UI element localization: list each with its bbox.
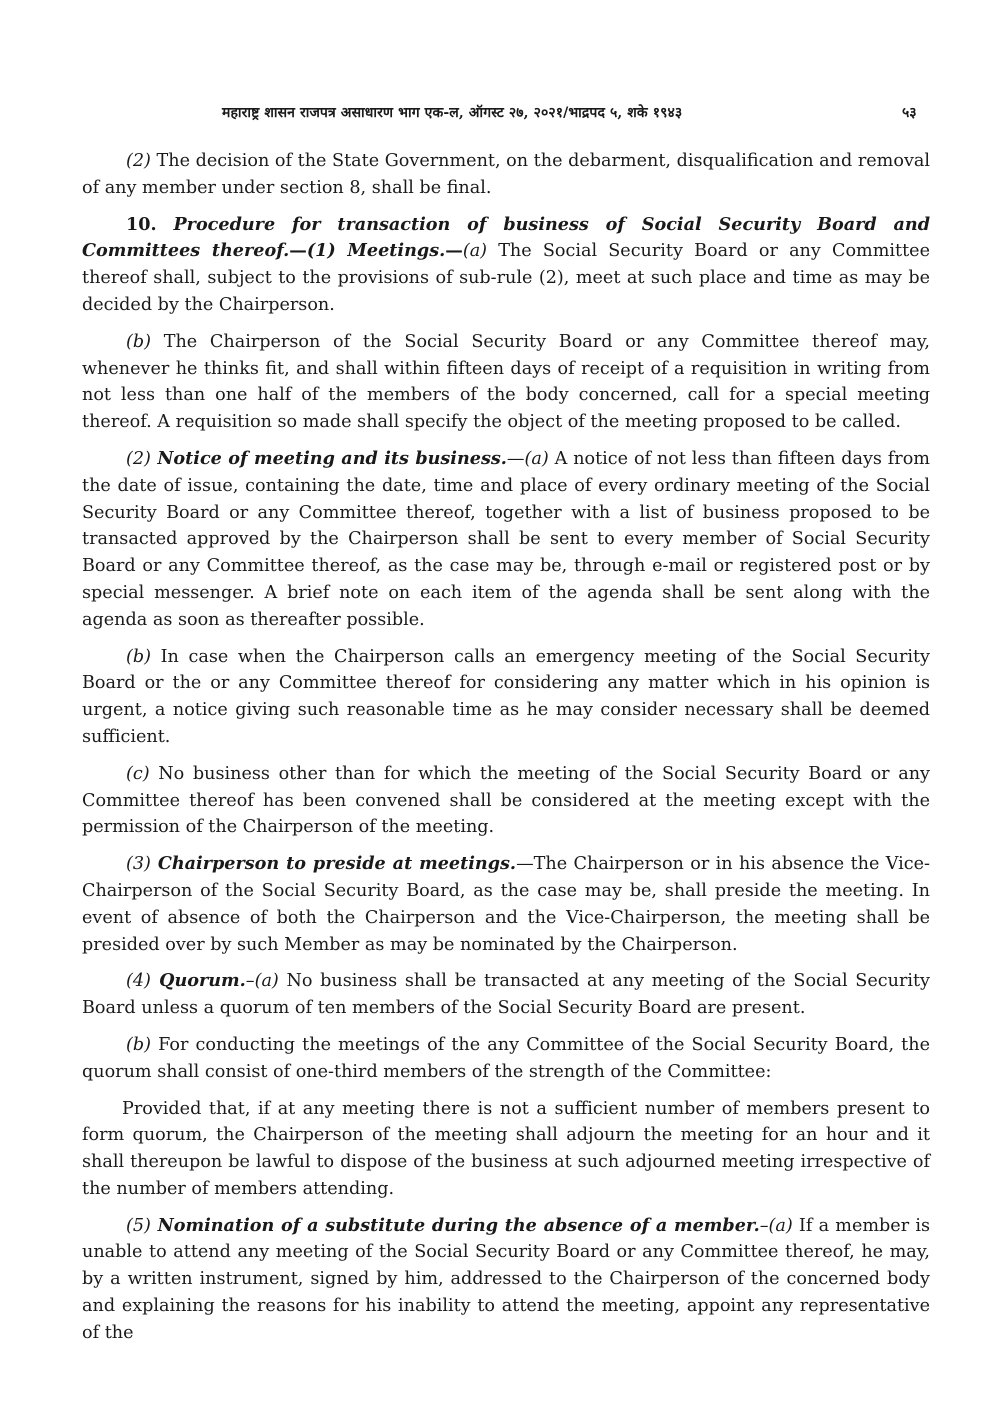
sub-rule-dash: –	[245, 971, 255, 992]
paragraph-text: No business shall be transacted at any meeting of the Social Security Board unless a quorum of ten members of the Social Security Board are present.	[82, 971, 930, 1019]
clause-label: (a)	[254, 971, 279, 992]
rule-number: 10.	[126, 213, 157, 235]
paragraph-decision	[82, 148, 930, 202]
paragraph-notice-c	[82, 761, 930, 841]
paragraph-text: The decision of the State Government, on the debarment, disqualification and removal of any member under section 8, shall be final.	[82, 151, 930, 198]
sub-rule-number: (5)	[126, 1215, 151, 1236]
sub-rule-number: (3)	[126, 854, 151, 875]
clause-label: (c)	[126, 763, 150, 784]
sub-rule-label: Notice of meeting and its business.	[150, 447, 507, 469]
clause-label: (a)	[524, 448, 549, 469]
paragraph-proviso: Provided that, if at any meeting there is not a sufficient number of members present to form quorum, the Chairperson of the meeting shall adjourn the meeting for an hour and it shall thereupon be lawful to dispose of the business at such adjourned meeting irrespective of the number of members attending.	[82, 1098, 930, 1199]
paragraph-text: For conducting the meetings of the any Committee of the Social Security Board, the quorum shall consist of one-third members of the strength of the Committee:	[82, 1034, 930, 1082]
paragraph-nomination-a	[82, 1213, 930, 1347]
sub-rule-1-dash: —	[445, 240, 463, 262]
sub-rule-dash: —	[506, 448, 525, 469]
sub-rule-label: Nomination of a substitute during the absence of a member.	[150, 1214, 760, 1236]
paragraph-text: If a member is unable to attend any meeting of the Social Security Board or any Committee thereof, he may, by a written instrument, signed by him, addressed to the Chairperson of the concerned body and explaining the reasons for his inability to attend the meeting, appoint any representative of the	[82, 1215, 930, 1343]
paragraph-notice-b	[82, 644, 930, 751]
sub-rule-number: (4)	[126, 971, 151, 992]
paragraph-quorum-a	[82, 968, 930, 1022]
paragraph-meetings-b	[82, 329, 930, 436]
page-number: ५३	[902, 105, 917, 121]
rule-title: Procedure for transaction of business of Social Security Board and Committees thereof.	[82, 213, 930, 262]
clause-label: (b)	[126, 1034, 151, 1055]
rule-title-dash: —	[289, 240, 307, 262]
gazette-header-title: महाराष्ट्र शासन राजपत्र असाधारण भाग एक-ल, ऑगस्ट २७, २०२१/भाद्रपद ५, शके १९४३	[222, 105, 683, 121]
sub-rule-label: Chairperson to preside at meetings.	[150, 853, 517, 875]
page-header	[0, 103, 1000, 127]
paragraph-chairperson	[82, 851, 930, 958]
sub-rule-1-label: (1) Meetings.	[306, 240, 446, 262]
paragraph-text: —The Chairperson or in his absence the Vice-Chairperson of the Social Security Board, as the case may be, shall preside the meeting. In event of absence of both the Chairperson and the Vice-Chairperson, the meeting shall be presided over by such Member as may be nominated by the Chairperson.	[82, 854, 930, 955]
clause-label: (a)	[768, 1215, 793, 1236]
paragraph-quorum-b	[82, 1032, 930, 1086]
clause-label: (b)	[126, 331, 151, 352]
paragraph-text: No business other than for which the meeting of the Social Security Board or any Committee thereof has been convened shall be considered at the meeting except with the permission of the Chairperson of the meeting.	[82, 763, 930, 838]
sub-rule-label: Quorum.	[150, 970, 246, 992]
sub-rule-number: (2)	[126, 448, 151, 469]
paragraph-text: A notice of not less than fifteen days from the date of issue, containing the date, time and place of every ordinary meeting of the Social Security Board or any Committee thereof, together with a list of business proposed to be transacted approved by the Chairperson shall be sent to every member of Social Security Board or any Committee thereof, as the case may be, through e-mail or registered post or by special messenger. A brief note on each item of the agenda shall be sent along with the agenda as soon as thereafter possible.	[82, 448, 930, 630]
sub-rule-number: (2)	[126, 151, 151, 171]
rule-10-heading	[82, 212, 930, 319]
paragraph-text: The Social Security Board or any Committee thereof shall, subject to the provisions of sub-rule (2), meet at such place and time as may be decided by the Chairperson.	[82, 241, 930, 315]
clause-label: (a)	[462, 241, 488, 262]
paragraph-notice-a	[82, 446, 930, 634]
paragraph-text: In case when the Chairperson calls an emergency meeting of the Social Security Board or the or any Committee thereof for considering any matter which in his opinion is urgent, a notice giving such reasonable time as he may consider necessary shall be deemed sufficient.	[82, 646, 930, 747]
paragraph-text: The Chairperson of the Social Security Board or any Committee thereof may, whenever he thinks fit, and shall within fifteen days of receipt of a requisition in writing from not less than one half of the members of the body concerned, call for a special meeting thereof. A requisition so made shall specify the object of the meeting proposed to be called.	[82, 331, 930, 433]
document-body	[82, 148, 930, 1357]
sub-rule-dash: –	[759, 1215, 769, 1236]
clause-label: (b)	[126, 646, 151, 667]
